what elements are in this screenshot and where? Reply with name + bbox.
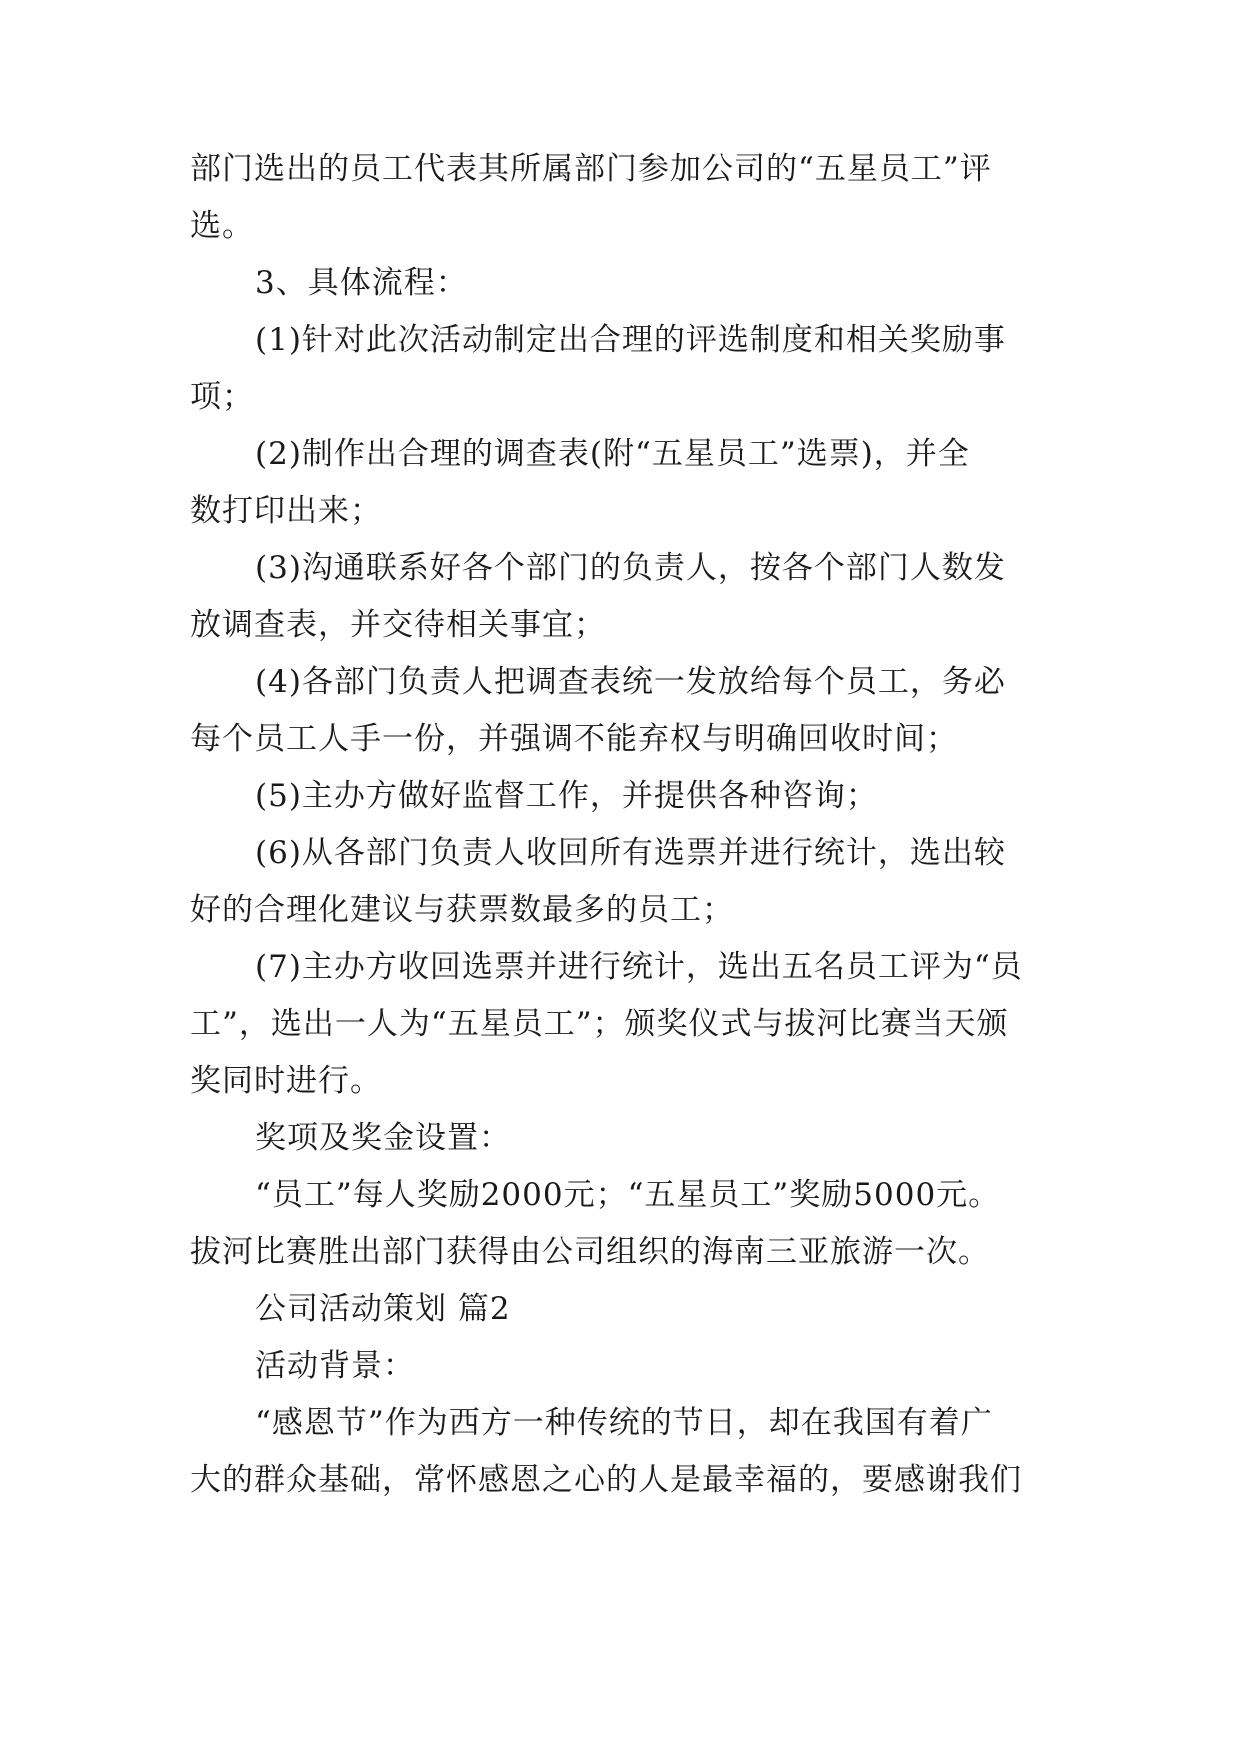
section-heading: 活动背景： bbox=[255, 1348, 415, 1384]
section-heading: 3、具体流程： bbox=[255, 265, 468, 301]
paragraph-line: 大的群众基础，常怀感恩之心的人是最幸福的，要感谢我们 bbox=[190, 1462, 1022, 1498]
paragraph-line: 选。 bbox=[190, 208, 254, 244]
list-item: (1)针对此次活动制定出合理的评选制度和相关奖励事 bbox=[255, 322, 1006, 358]
paragraph-line: 拔河比赛胜出部门获得由公司组织的海南三亚旅游一次。 bbox=[190, 1234, 990, 1270]
list-item: (5)主办方做好监督工作，并提供各种咨询； bbox=[255, 778, 878, 814]
list-item: (3)沟通联系好各个部门的负责人，按各个部门人数发 bbox=[255, 550, 1006, 586]
paragraph-line: 奖同时进行。 bbox=[190, 1063, 382, 1099]
paragraph-line: 数打印出来； bbox=[190, 493, 382, 529]
paragraph-line: 放调查表，并交待相关事宜； bbox=[190, 607, 606, 643]
list-item: (2)制作出合理的调查表(附“五星员工”选票)，并全 bbox=[255, 436, 970, 472]
list-item: (6)从各部门负责人收回所有选票并进行统计，选出较 bbox=[255, 835, 1006, 871]
list-item: (7)主办方收回选票并进行统计，选出五名员工评为“员 bbox=[255, 949, 1023, 985]
paragraph-line: 项； bbox=[190, 379, 254, 415]
paragraph-line: 工”，选出一人为“五星员工”；颁奖仪式与拔河比赛当天颁 bbox=[190, 1006, 1009, 1042]
paragraph-line: “员工”每人奖励2000元；“五星员工”奖励5000元。 bbox=[255, 1177, 1001, 1213]
paragraph-line: 好的合理化建议与获票数最多的员工； bbox=[190, 892, 734, 928]
paragraph-line: 每个员工人手一份，并强调不能弃权与明确回收时间； bbox=[190, 721, 958, 757]
list-item: (4)各部门负责人把调查表统一发放给每个员工，务必 bbox=[255, 664, 1006, 700]
section-title: 公司活动策划 篇2 bbox=[255, 1291, 511, 1327]
section-heading: 奖项及奖金设置： bbox=[255, 1120, 511, 1156]
paragraph-line: “感恩节”作为西方一种传统的节日，却在我国有着广 bbox=[255, 1405, 993, 1441]
paragraph-line: 部门选出的员工代表其所属部门参加公司的“五星员工”评 bbox=[190, 151, 992, 187]
